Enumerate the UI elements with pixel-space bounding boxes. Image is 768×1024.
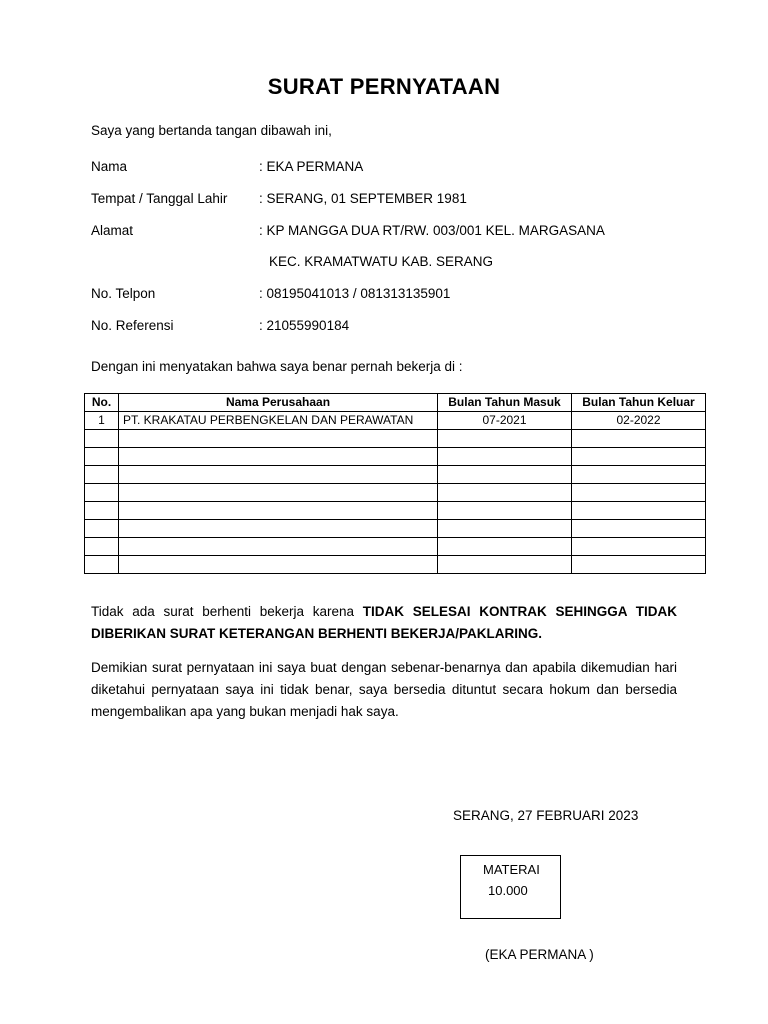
cell-end: 02-2022 xyxy=(572,412,706,430)
table-row xyxy=(85,448,706,466)
field-label-ttl: Tempat / Tanggal Lahir xyxy=(91,191,228,206)
cell-no xyxy=(85,448,119,466)
cell-company xyxy=(119,556,438,574)
field-value-alamat: : KP MANGGA DUA RT/RW. 003/001 KEL. MARGASANA xyxy=(259,223,605,238)
stamp-box xyxy=(460,855,561,919)
header-no: No. xyxy=(85,394,119,412)
table-row xyxy=(85,412,706,430)
employment-table xyxy=(84,393,706,574)
table-body xyxy=(85,412,706,574)
cell-start xyxy=(438,520,572,538)
cell-start: 07-2021 xyxy=(438,412,572,430)
cell-company xyxy=(119,538,438,556)
paragraph1-bold-text: TIDAK SELESAI KONTRAK SEHINGGA TIDAK DIBERIKAN SURAT KETERANGAN BERHENTI BEKERJA/PAKLARING. xyxy=(91,604,677,641)
cell-company xyxy=(119,520,438,538)
table-row xyxy=(85,556,706,574)
table-row xyxy=(85,484,706,502)
employment-intro: Dengan ini menyatakan bahwa saya benar pernah bekerja di : xyxy=(91,359,463,374)
place-date: SERANG, 27 FEBRUARI 2023 xyxy=(453,808,639,823)
cell-start xyxy=(438,502,572,520)
cell-company xyxy=(119,448,438,466)
cell-end xyxy=(572,538,706,556)
intro-text: Saya yang bertanda tangan dibawah ini, xyxy=(91,123,332,138)
cell-start xyxy=(438,538,572,556)
no-termination-paragraph xyxy=(91,601,677,645)
cell-company xyxy=(119,430,438,448)
cell-start xyxy=(438,430,572,448)
field-value-nama: : EKA PERMANA xyxy=(259,159,364,174)
table-row xyxy=(85,538,706,556)
cell-start xyxy=(438,484,572,502)
cell-start xyxy=(438,466,572,484)
cell-end xyxy=(572,448,706,466)
table-header-row xyxy=(85,394,706,412)
cell-no xyxy=(85,484,119,502)
field-label-referensi: No. Referensi xyxy=(91,318,174,333)
cell-company xyxy=(119,466,438,484)
header-start: Bulan Tahun Masuk xyxy=(438,394,572,412)
cell-start xyxy=(438,448,572,466)
paragraph1-text: Tidak ada surat berhenti bekerja karena xyxy=(91,604,363,619)
field-value-telpon: : 08195041013 / 081313135901 xyxy=(259,286,451,301)
cell-end xyxy=(572,556,706,574)
header-end: Bulan Tahun Keluar xyxy=(572,394,706,412)
signer-name: (EKA PERMANA ) xyxy=(485,947,594,962)
field-value-ttl: : SERANG, 01 SEPTEMBER 1981 xyxy=(259,191,467,206)
closing-paragraph: Demikian surat pernyataan ini saya buat dengan sebenar-benarnya dan apabila dikemudian hari diketahui pernyataan saya ini tidak benar, saya bersedia dituntut secara hokum dan bersedia mengembalikan apa yang bukan menjadi hak saya. xyxy=(91,660,677,719)
cell-end xyxy=(572,430,706,448)
cell-end xyxy=(572,484,706,502)
cell-company xyxy=(119,484,438,502)
cell-company: PT. KRAKATAU PERBENGKELAN DAN PERAWATAN xyxy=(119,412,438,430)
table-row xyxy=(85,466,706,484)
field-label-alamat: Alamat xyxy=(91,223,134,238)
field-label-telpon: No. Telpon xyxy=(91,286,156,301)
cell-no xyxy=(85,502,119,520)
cell-end xyxy=(572,502,706,520)
cell-no xyxy=(85,520,119,538)
cell-end xyxy=(572,466,706,484)
cell-start xyxy=(438,556,572,574)
cell-no xyxy=(85,466,119,484)
stamp-label: MATERAI xyxy=(483,862,540,877)
cell-no: 1 xyxy=(85,412,119,430)
field-label-nama: Nama xyxy=(91,159,128,174)
table-row xyxy=(85,520,706,538)
cell-no xyxy=(85,538,119,556)
header-company: Nama Perusahaan xyxy=(119,394,438,412)
cell-company xyxy=(119,502,438,520)
stamp-value: 10.000 xyxy=(488,883,528,898)
table-row xyxy=(85,430,706,448)
table-row xyxy=(85,502,706,520)
field-value-alamat-line2: KEC. KRAMATWATU KAB. SERANG xyxy=(269,254,494,269)
field-value-referensi: : 21055990184 xyxy=(259,318,350,333)
cell-no xyxy=(85,556,119,574)
document-title: SURAT PERNYATAAN xyxy=(267,74,501,99)
cell-end xyxy=(572,520,706,538)
cell-no xyxy=(85,430,119,448)
